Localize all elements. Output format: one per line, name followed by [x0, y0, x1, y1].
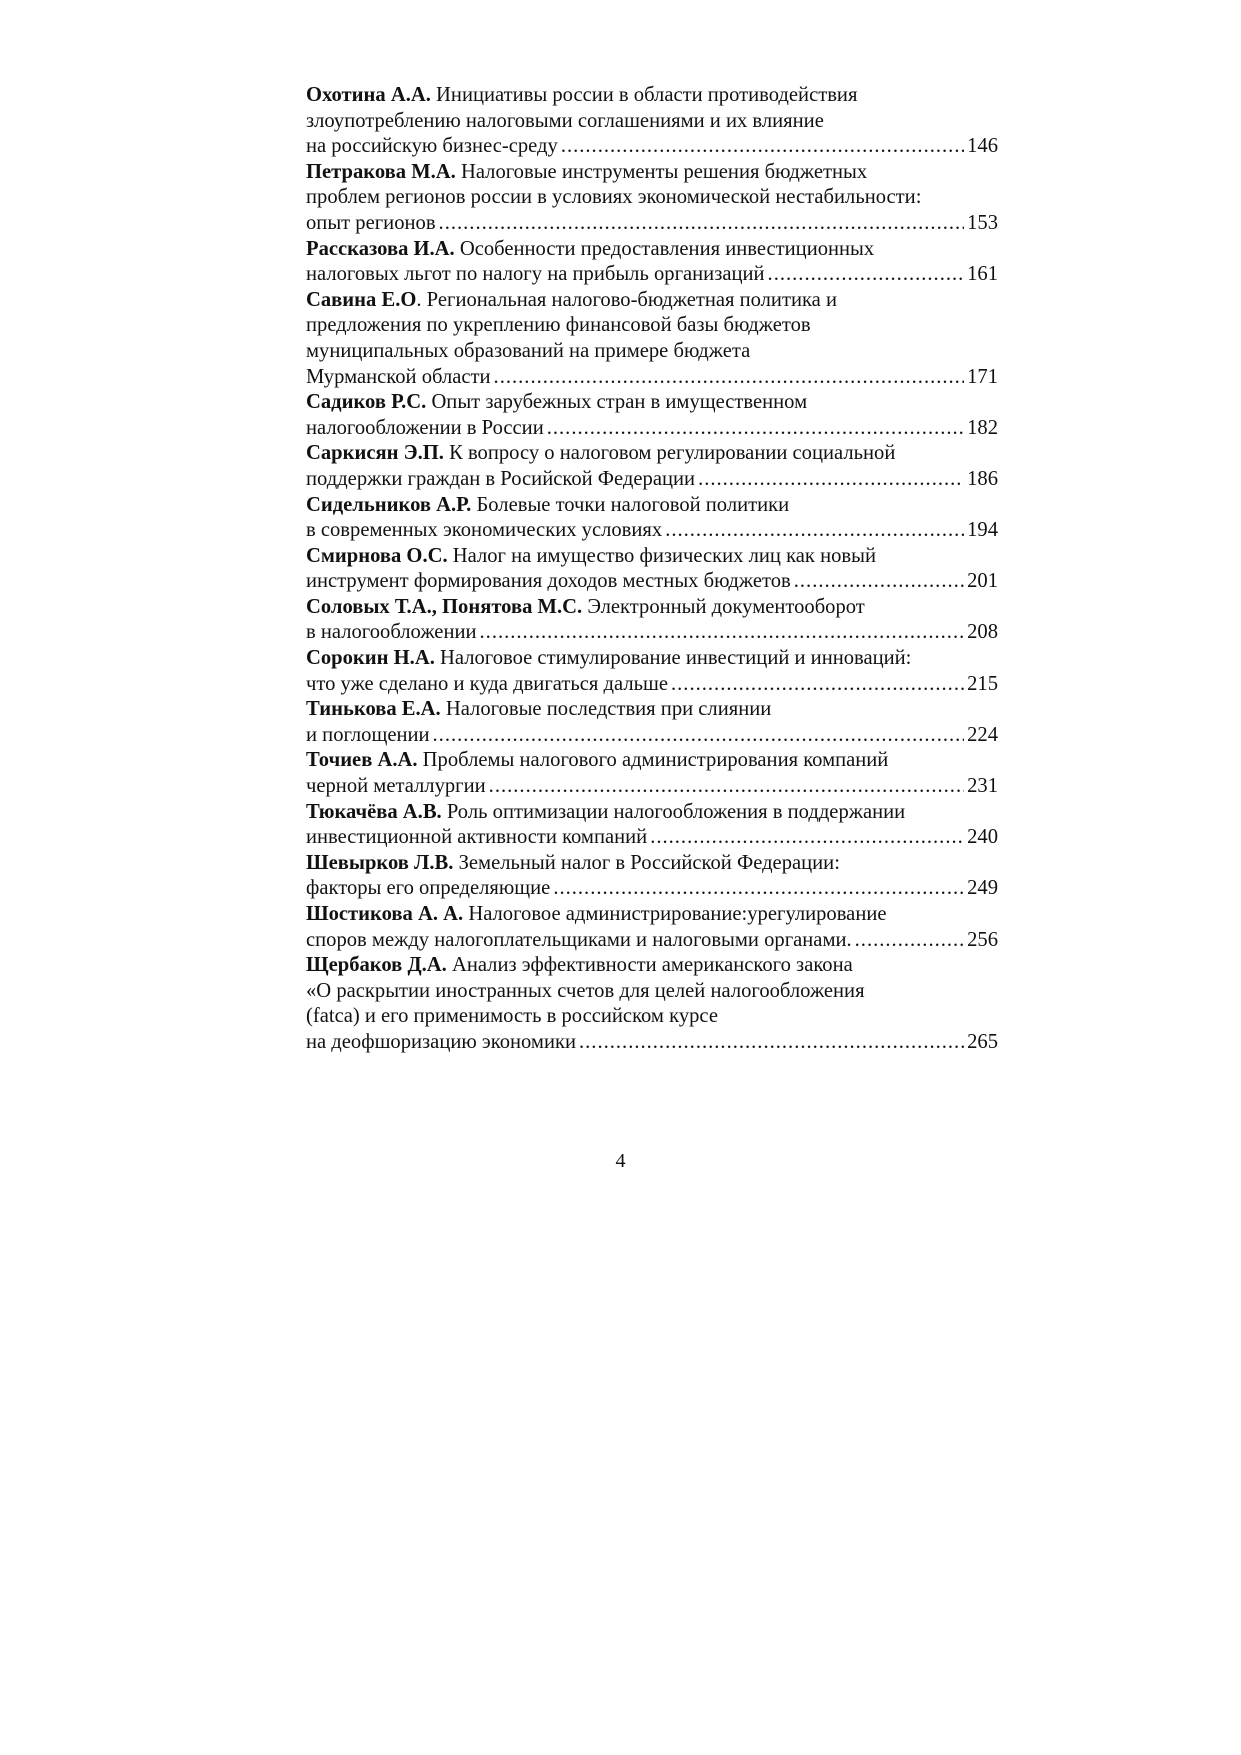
toc-page-number[interactable]: 231 [967, 775, 998, 798]
dot-leader [489, 774, 964, 800]
toc-entry-line [306, 339, 998, 365]
toc-entry-author: Шостикова А. А. [306, 903, 464, 925]
toc-entry-title-text: инструмент формирования доходов местных бюджетов [306, 570, 791, 593]
toc-entry [306, 748, 998, 799]
toc-entry-last-line [306, 928, 998, 954]
dot-leader [433, 723, 965, 749]
toc-entry-title-text: в налогообложении [306, 621, 477, 644]
toc-entry-author: Петракова М.А. [306, 160, 456, 183]
toc-entry [306, 160, 998, 237]
dot-leader [794, 569, 964, 595]
toc-entry-title-text: Болевые точки налоговой политики [476, 493, 790, 516]
toc-page-number[interactable]: 201 [967, 570, 998, 593]
toc-entry-last-line [306, 825, 998, 851]
toc-entry-line [306, 851, 998, 877]
toc-entry-title-text: . Региональная налогово-бюджетная политика и [416, 288, 837, 311]
toc-entry-author: Точиев А.А. [306, 749, 418, 772]
toc-entry-title-text: Земельный налог в Российской Федерации: [458, 851, 840, 874]
dot-leader [561, 134, 964, 160]
toc-page-number[interactable]: 249 [967, 877, 998, 900]
toc-entry-last-line [306, 569, 998, 595]
toc-page-number[interactable]: 186 [967, 467, 998, 490]
dot-leader [768, 262, 965, 288]
toc-entry-last-line [306, 774, 998, 800]
toc-entry-author: Шевырков Л.В. [306, 851, 454, 874]
toc-entry-author: Сорокин Н.А. [306, 647, 435, 670]
toc-entry-line [306, 441, 998, 467]
toc-entry-author: Смирнова О.С. [306, 544, 448, 567]
toc-entry-line [306, 748, 998, 774]
toc-entry [306, 646, 998, 697]
toc-entry-last-line [306, 211, 998, 237]
toc-entry-line [306, 493, 998, 519]
toc-entry-line [306, 953, 998, 979]
toc-entry-title-text: «О раскрытии иностранных счетов для целей налогообложения [306, 979, 865, 1002]
toc-entry-line [306, 595, 998, 621]
toc-entry-author: Щербаков Д.А. [306, 954, 447, 977]
toc-entry-title-text: Инициативы россии в области противодействия [436, 84, 858, 106]
toc-entry-line [306, 800, 998, 826]
toc-entry-last-line [306, 518, 998, 544]
toc-entry-title-text: инвестиционной активности компаний [306, 826, 648, 849]
toc-page-number[interactable]: 146 [967, 135, 998, 158]
toc-entry [306, 83, 998, 160]
toc-entry-line [306, 390, 998, 416]
toc-page-number[interactable]: 171 [967, 365, 998, 388]
toc-entry [306, 697, 998, 748]
toc-entry-title-text: Налоговые последствия при слиянии [445, 698, 772, 721]
toc-entry-title-text: Налоговое стимулирование инвестиций и инноваций: [440, 647, 912, 670]
toc-entry-author: Охотина А.А. [306, 84, 431, 106]
toc-entry-title-text: Налоговое администрирование:урегулирование [468, 903, 887, 925]
toc-page-number[interactable]: 224 [967, 723, 998, 746]
toc-entry [306, 595, 998, 646]
toc-entry [306, 390, 998, 441]
toc-entry-author: Соловых Т.А., Понятова М.С. [306, 595, 583, 618]
toc-page-number[interactable]: 265 [967, 1030, 998, 1053]
toc-page-number[interactable]: 215 [967, 672, 998, 695]
toc-entry-line [306, 160, 998, 186]
toc-entry-title-text: Роль оптимизации налогообложения в поддержании [446, 800, 906, 823]
toc-entry-title-text: Опыт зарубежных стран в имущественном [431, 391, 808, 414]
toc-entry [306, 288, 998, 390]
toc-page-number[interactable]: 208 [967, 621, 998, 644]
toc-entry-line [306, 313, 998, 339]
toc-entry-last-line [306, 876, 998, 902]
toc-entry [306, 851, 998, 902]
toc-entry [306, 544, 998, 595]
toc-entry [306, 237, 998, 288]
toc-entry-author: Тюкачёва А.В. [306, 800, 442, 823]
toc-entry-last-line [306, 723, 998, 749]
dot-leader [553, 876, 964, 902]
page-number: 4 [615, 1150, 626, 1172]
toc-entry-last-line [306, 620, 998, 646]
toc-entry-author: Саркисян Э.П. [306, 442, 444, 465]
dot-leader [665, 518, 964, 544]
toc-page-number[interactable]: 256 [967, 928, 998, 951]
toc-page-number[interactable]: 161 [967, 263, 998, 286]
toc-entry-last-line [306, 262, 998, 288]
toc-entry-title-text: что уже сделано и куда двигаться дальше [306, 672, 668, 695]
toc-entry-title-text: в современных экономических условиях [306, 519, 663, 542]
toc-entry-title-text: проблем регионов россии в условиях экономической нестабильности: [306, 186, 922, 209]
toc-entry-title-text: К вопросу о налоговом регулировании социальной [449, 442, 896, 465]
dot-leader [439, 211, 965, 237]
toc-entry-last-line [306, 365, 998, 391]
toc-entry-title-text: споров между налогоплательщиками и налоговыми органами. [306, 928, 852, 951]
dot-leader [698, 467, 964, 493]
toc-entry-author: Сидельников А.Р. [306, 493, 472, 516]
toc-entry-author: Садиков Р.С. [306, 391, 427, 414]
toc-entry-title-text: Мурманской области [306, 365, 491, 388]
toc-entry-line [306, 902, 998, 928]
toc-entry-title-text: Налог на имущество физических лиц как новый [452, 544, 876, 567]
toc-entry-title-text: поддержки граждан в Росийской Федерации [306, 467, 696, 490]
toc-entry-line [306, 185, 998, 211]
toc-page-number[interactable]: 240 [967, 826, 998, 849]
toc-entry-title-text: муниципальных образований на примере бюджета [306, 339, 751, 362]
toc-entry-title-text: на деофшоризацию экономики [306, 1030, 576, 1053]
dot-leader [494, 365, 965, 391]
toc-entry-line [306, 697, 998, 723]
toc-entry-title-text: злоупотреблению налоговыми соглашениями и их влияние [306, 109, 824, 132]
toc-entry-title-text: на российскую бизнес-среду [306, 135, 558, 158]
toc-entry-title-text: Проблемы налогового администрирования компаний [422, 749, 889, 772]
toc-entry-title-text: Особенности предоставления инвестиционных [459, 237, 875, 260]
toc-entry-line [306, 544, 998, 570]
toc-entry-last-line [306, 134, 998, 160]
toc-entry [306, 902, 998, 953]
toc-entry [306, 953, 998, 1055]
toc-entry-line [306, 288, 998, 314]
toc-entry-line [306, 646, 998, 672]
toc-entry-line [306, 109, 998, 135]
toc-entry-title-text: опыт регионов [306, 211, 436, 234]
toc-entry-last-line [306, 672, 998, 698]
toc-entry-title-text: (fatca) и его применимость в российском курсе [306, 1005, 718, 1028]
toc-page-number[interactable]: 194 [967, 519, 998, 542]
toc-entry-line [306, 1004, 998, 1030]
toc-entry-title-text: и поглощении [306, 723, 430, 746]
toc-entry-title-text: Анализ эффективности американского закона [451, 954, 853, 977]
toc-entry-title-text: предложения по укреплению финансовой базы бюджетов [306, 314, 811, 337]
dot-leader [671, 672, 964, 698]
dot-leader [855, 928, 964, 954]
table-of-contents [306, 83, 998, 1056]
toc-entry-title-text: налоговых льгот по налогу на прибыль организаций [306, 263, 765, 286]
toc-entry-title-text: Налоговые инструменты решения бюджетных [460, 160, 868, 183]
toc-entry-line [306, 979, 998, 1005]
toc-entry-title-text: черной металлургии [306, 775, 486, 798]
toc-entry [306, 800, 998, 851]
toc-page-number[interactable]: 182 [967, 416, 998, 439]
toc-entry-author: Савина Е.О [306, 288, 417, 311]
dot-leader [547, 416, 964, 442]
toc-entry-title-text: налогообложении в России [306, 416, 544, 439]
toc-entry-line [306, 83, 998, 109]
toc-entry-last-line [306, 416, 998, 442]
toc-entry-last-line [306, 467, 998, 493]
toc-page-number[interactable]: 153 [967, 211, 998, 234]
toc-entry-last-line [306, 1030, 998, 1056]
toc-entry-title-text: Электронный документооборот [587, 595, 865, 618]
dot-leader [480, 620, 965, 646]
toc-entry [306, 441, 998, 492]
dot-leader [579, 1030, 964, 1056]
toc-entry-author: Тинькова Е.А. [306, 698, 441, 721]
toc-entry [306, 493, 998, 544]
dot-leader [650, 825, 964, 851]
toc-entry-title-text: факторы его определяющие [306, 877, 551, 900]
toc-entry-author: Рассказова И.А. [306, 237, 455, 260]
toc-entry-line [306, 237, 998, 263]
